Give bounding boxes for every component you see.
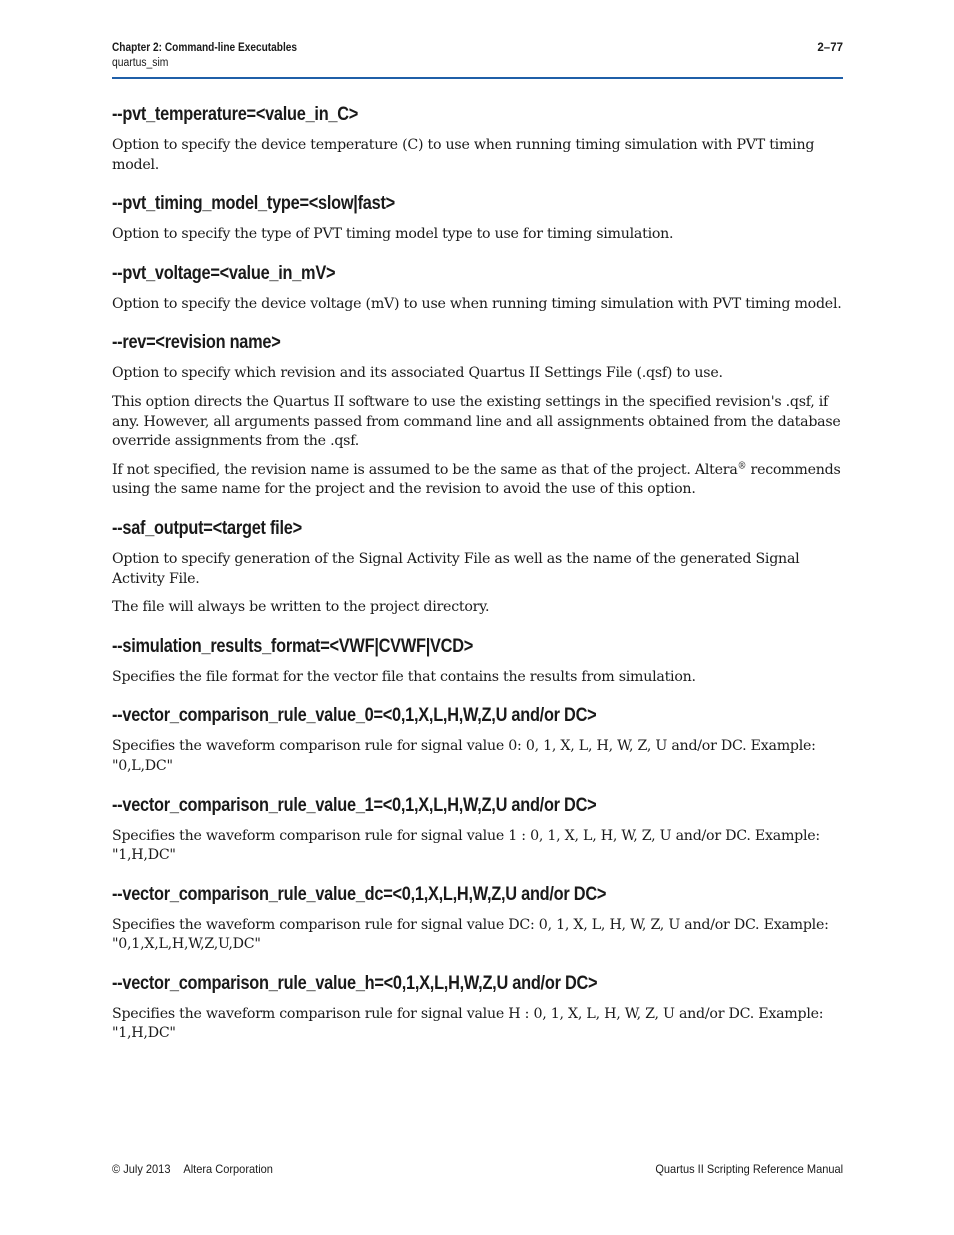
altera-text-before: If not specified, the revision name is assumed to be the same as that of the project. Altera [112,461,738,478]
company-name: Altera Corporation [183,1162,273,1176]
footer-left [112,1162,273,1176]
option-heading: --saf_output=<target file> [112,517,302,539]
option-description: Option to specify which revision and its associated Quartus II Settings File (.qsf) to use. [112,365,723,382]
option-description: Option to specify the type of PVT timing model type to use for timing simulation. [112,226,674,243]
option-heading: --simulation_results_format=<VWF|CVWF|VCD> [112,635,474,657]
option-description: Specifies the waveform comparison rule for signal value 0: 0, 1, X, L, H, W, Z, U and/or DC. Example: "0,L,DC" [112,738,816,774]
option-vector-comparison-rule-dc [112,884,847,955]
option-description [112,461,847,500]
option-pvt-voltage [112,263,847,315]
manual-title: Quartus II Scripting Reference Manual [655,1162,843,1176]
option-heading: --vector_comparison_rule_value_h=<0,1,X,L,H,W,Z,U and/or DC> [112,972,598,994]
option-heading: --vector_comparison_rule_value_0=<0,1,X,L,H,W,Z,U and/or DC> [112,705,597,727]
page-header [112,42,843,69]
registered-mark: ® [737,461,747,472]
option-pvt-timing-model-type [112,193,847,245]
option-rev [112,332,847,500]
option-heading: --pvt_temperature=<value_in_C> [112,104,359,125]
option-heading: --pvt_voltage=<value_in_mV> [112,262,336,284]
option-vector-comparison-rule-1 [112,795,847,866]
option-description: This option directs the Quartus II software to use the existing settings in the specified revision's .qsf, if any. However, all arguments passed from command line and all assignments obtained from the database override assignments from the .qsf. [112,393,841,450]
option-vector-comparison-rule-h [112,973,847,1044]
option-heading: --vector_comparison_rule_value_1=<0,1,X,L,H,W,Z,U and/or DC> [112,794,597,816]
option-description: Specifies the waveform comparison rule for signal value DC: 0, 1, X, L, H, W, Z, U and/or DC. Example: "0,1,X,L,H,W,Z,U,DC" [112,916,829,953]
page-number: 2–77 [817,42,843,54]
chapter-title: Chapter 2: Command-line Executables [112,42,298,54]
option-description: The file will always be written to the project directory. [112,599,490,616]
option-description: Specifies the waveform comparison rule for signal value H : 0, 1, X, L, H, W, Z, U and/or DC. Example: "1,H,DC" [112,1005,824,1042]
option-description: Specifies the file format for the vector file that contains the results from simulation. [112,668,696,685]
option-pvt-temperature [112,104,847,175]
option-heading: --pvt_timing_model_type=<slow|fast> [112,193,395,215]
option-saf-output [112,518,847,618]
header-divider [112,77,843,79]
option-vector-comparison-rule-0 [112,705,847,776]
option-description: Option to specify the device temperature (C) to use when running timing simulation with PVT timing model. [112,137,815,173]
section-subtitle: quartus_sim [112,57,169,69]
page-content [112,104,847,1062]
option-description: Specifies the waveform comparison rule for signal value 1 : 0, 1, X, L, H, W, Z, U and/or DC. Example: "1,H,DC" [112,827,820,864]
option-heading: --rev=<revision name> [112,332,281,354]
option-description: Option to specify generation of the Signal Activity File as well as the name of the generated Signal Activity File. [112,550,800,587]
option-description: Option to specify the device voltage (mV) to use when running timing simulation with PVT timing model. [112,295,842,312]
option-simulation-results-format [112,636,847,688]
copyright-date: © July 2013 [112,1162,171,1176]
option-heading: --vector_comparison_rule_value_dc=<0,1,X,L,H,W,Z,U and/or DC> [112,883,607,905]
altera-text-after: recommends using the same name for the project and the revision to avoid the use of this option. [112,461,841,498]
